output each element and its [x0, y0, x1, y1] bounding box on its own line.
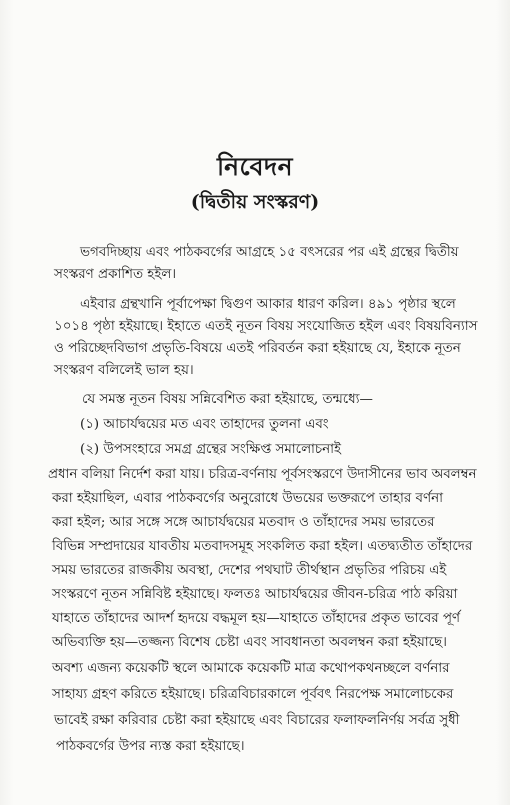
paragraph-line: ও পরিচ্ছেদবিভাগ প্রভৃতি-বিষয়ে এতই পরিবর্তন করা হইয়াছে যে, ইহাকে নূতন	[54, 341, 461, 356]
page-subtitle: (দ্বিতীয় সংস্করণ)	[190, 191, 320, 213]
paragraph-line: সংস্করণে নূতন সন্নিবিষ্ট হইয়াছে। ফলতঃ আচার্যদ্বয়ের জীবন-চরিত্র পাঠ করিয়া	[52, 587, 458, 602]
paragraph-line: প্রধান বলিয়া নির্দেশ করা যায়। চরিত্র-বর্ণনায় পূর্বসংস্করণে উদাসীনের ভাব অবলম্বন	[48, 467, 477, 482]
paragraph-line: অভিব্যক্তি হয়—তজ্জন্য বিশেষ চেষ্টা এবং সাবধানতা অবলম্বন করা হইয়াছে।	[52, 635, 447, 650]
paragraph-line: অবশ্য এজন্য কয়েকটি স্থলে আমাকে কয়েকটি মাত্র কথোপকথনচ্ছলে বর্ণনার	[52, 661, 450, 676]
paragraph-line: পাঠকবর্গের উপর ন্যস্ত করা হইয়াছে।	[56, 739, 245, 754]
paragraph-line: ১০১৪ পৃষ্ঠা হইয়াছে। ইহাতে এতই নূতন বিষয় সংযোজিত হইল এবং বিষয়বিন্যাস	[54, 319, 478, 334]
paragraph-line: সংস্করণ বলিলেই ভাল হয়।	[54, 363, 194, 378]
page-title: নিবেদন	[216, 152, 294, 181]
paragraph-line: করা হইল; আর সঙ্গে সঙ্গে আচার্যদ্বয়ের মতবাদ ও তাঁহাদের সময় ভারতের	[52, 515, 435, 530]
paragraph-line: যাহাতে তাঁহাদের আদর্শ হৃদয়ে বদ্ধমূল হয়—যাহাতে তাঁহাদের প্রকৃত ভাবের পূর্ণ	[52, 611, 461, 626]
paragraph-line: এইবার গ্রন্থখানি পূর্বাপেক্ষা দ্বিগুণ আকার ধারণ করিল। ৪৯১ পৃষ্ঠার স্থলে	[80, 297, 456, 312]
paragraph-line: ভাবেই রক্ষা করিবার চেষ্টা করা হইয়াছে এবং বিচারের ফলাফলনির্ণয় সর্বত্র সুধী	[54, 713, 460, 728]
paragraph-line: সাহায্য গ্রহণ করিতে হইয়াছে। চরিত্রবিচারকালে পূর্ববৎ নিরপেক্ষ সমালোচকের	[52, 687, 454, 702]
paragraph-line: সংস্করণ প্রকাশিত হইল।	[54, 267, 177, 282]
list-item: (১) আচার্যদ্বয়ের মত এবং তাহাদের তুলনা এবং	[80, 417, 329, 432]
paragraph-line: যে সমস্ত নূতন বিষয় সন্নিবেশিত করা হইয়াছে, তন্মধ্যে—	[82, 392, 373, 407]
paragraph-line: সময় ভারতের রাজকীয় অবস্থা, দেশের পথঘাট তীর্থস্থান প্রভৃতির পরিচয় এই	[52, 563, 447, 578]
paragraph-line: করা হইয়াছিল, এবার পাঠকবর্গের অনুরোধে উভয়ের ভক্তরূপে তাহার বর্ণনা	[52, 491, 443, 506]
paragraph-line: ভগবদিচ্ছায় এবং পাঠকবর্গের আগ্রহে ১৫ বৎসরের পর এই গ্রন্থের দ্বিতীয়	[80, 245, 459, 260]
paragraph-line: বিভিন্ন সম্প্রদায়ের যাবতীয় মতবাদসমূহ সংকলিত করা হইল। এতদ্ব্যতীত তাঁহাদের	[52, 539, 473, 554]
list-item: (২) উপসংহারে সমগ্র গ্রন্থের সংক্ষিপ্ত সমালোচনাই	[80, 442, 341, 457]
